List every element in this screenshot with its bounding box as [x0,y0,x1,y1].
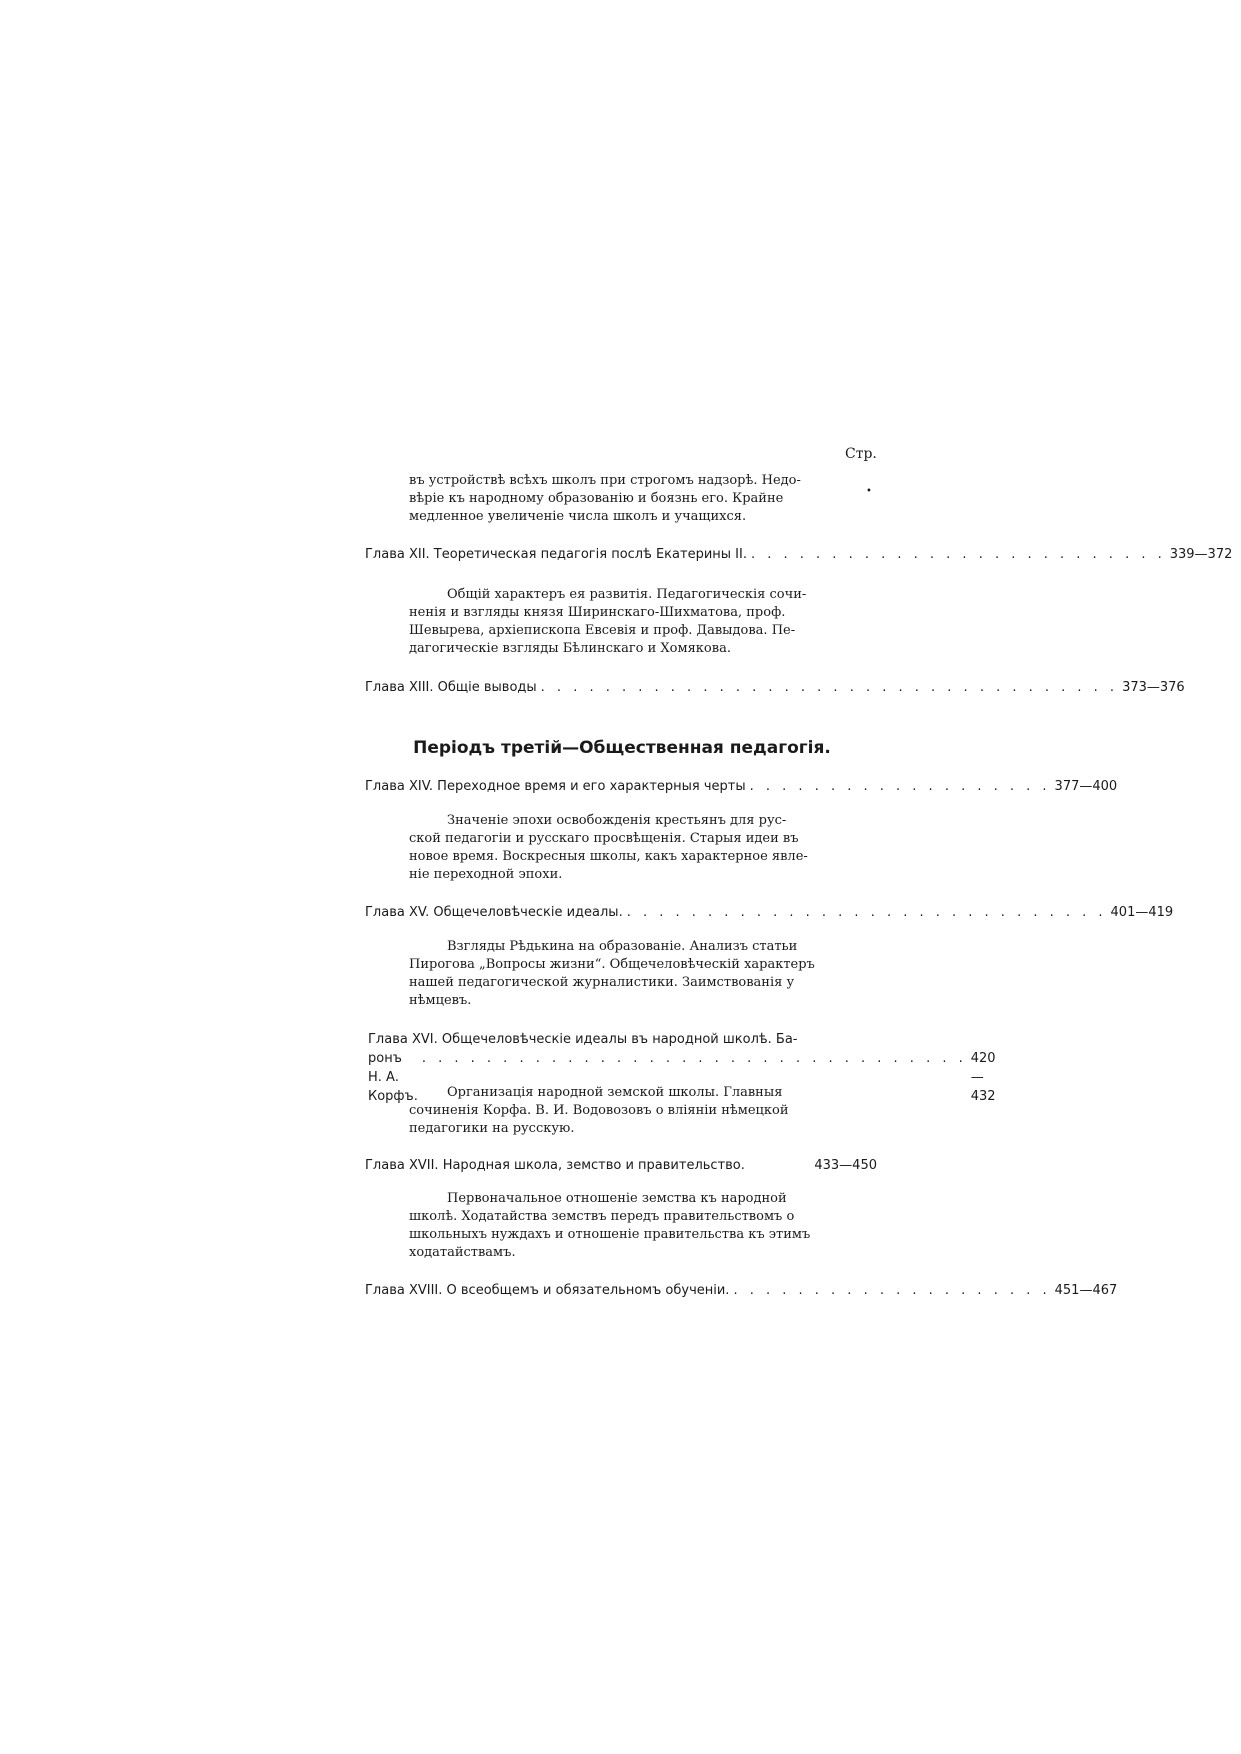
page-range: 433—450 [814,1158,877,1173]
text-line: Пирогова „Вопросы жизни“. Общечеловѣческій характеръ [409,957,815,972]
page-range: 373—376 [1122,680,1185,695]
toc-entry-chapter-17 [365,1157,877,1175]
text-line: педагогики на русскую. [409,1121,575,1136]
text-line: Первоначальное отношеніе земства къ народной [447,1191,787,1206]
text-line: школѣ. Ходатайства земствъ передъ правительствомъ о [409,1209,795,1224]
chapter-title: Глава XVI. Общечеловѣческіе идеалы въ народной школѣ. Ба- [368,1032,798,1047]
text-line: нашей педагогической журналистики. Заимствованія у [409,975,795,990]
leader-dots: . . . . . . . . . . . . . . . . . . . . . . . . . . . . . . [626,905,1107,920]
toc-entry-chapter-14 [365,778,1118,796]
text-line: вѣріе къ народному образованію и боязнь его. Крайне [409,491,784,506]
text-line: медленное увеличеніе числа школъ и учащихся. [409,509,747,524]
leader-dots: . . . . . . . . . . . . . . . . . . . . . . . . . . . . . . . . . . . . [540,680,1119,695]
chapter-title-cont: ронъ Н. А. Корфъ. [368,1051,418,1104]
leader-dots: . . . . . . . . . . . . . . . . . . . . . . . . . . . . . . . . . . [421,1051,967,1066]
toc-entry-chapter-12 [365,546,1233,564]
chapter-title: Глава XVIII. О всеобщемъ и обязательномъ обученіи. [365,1283,730,1298]
intro-paragraph [409,472,817,526]
text-line: Шевырева, архіепископа Евсевія и проф. Давыдова. Пе- [409,623,796,638]
text-line: сочиненія Корфа. В. И. Водовозовъ о вліяніи нѣмецкой [409,1103,789,1118]
text-line: Значеніе эпохи освобожденія крестьянъ для рус- [447,813,787,828]
text-line: Взгляды Рѣдькина на образованіе. Анализъ статьи [447,939,798,954]
chapter-title: Глава XIII. Общіе выводы [365,680,537,695]
text-line: Организація народной земской школы. Главныя [447,1085,783,1100]
text-line: Общій характеръ ея развитія. Педагогическія сочи- [447,587,807,602]
text-line: ненія и взгляды князя Ширинскаго-Шихматова, проф. [409,605,786,620]
page-range: 401—419 [1110,905,1174,920]
leader-dots: . . . . . . . . . . . . . . . . . . . [749,779,1051,794]
leader-dots: . . . . . . . . . . . . . . . . . . . . . . . . . . [750,547,1166,562]
chapter-title: Глава XII. Теоретическая педагогія послѣ Екатерины II. [365,547,747,562]
chapter-title: Глава XV. Общечеловѣческіе идеалы. [365,905,623,920]
chapter-title: Глава XVII. Народная школа, земство и правительство. [365,1158,745,1173]
toc-entry-chapter-18 [365,1282,1118,1300]
page-range: 377—400 [1054,779,1118,794]
leader-dots: . . . . . . . . . . . . . . . . . . . . [733,1283,1051,1298]
page-column-label: Стр. [845,446,877,462]
text-line: ніе переходной эпохи. [409,867,563,882]
text-line: въ устройствѣ всѣхъ школъ при строгомъ надзорѣ. Недо- [409,473,801,488]
page-range: 420—432 [970,1051,996,1104]
period-heading: Періодъ третій—Общественная педагогія. [413,738,831,758]
text-line: новое время. Воскресныя школы, какъ характерное явле- [409,849,808,864]
text-line: школьныхъ нуждахъ и отношеніе правительства къ этимъ [409,1227,811,1242]
chapter-summary [409,1084,817,1138]
toc-entry-chapter-13 [365,679,1185,697]
text-line: ходатайствамъ. [409,1245,516,1260]
chapter-summary [409,1190,817,1262]
text-line: дагогическіе взгляды Бѣлинскаго и Хомякова. [409,641,731,656]
page-range: 451—467 [1054,1283,1118,1298]
chapter-summary [409,586,817,658]
print-mark: • [866,486,872,497]
page-range: 339—372 [1169,547,1233,562]
text-line: ской педагогіи и русскаго просвѣщенія. Старыя идеи въ [409,831,799,846]
toc-entry-chapter-15 [365,904,1174,922]
chapter-summary [409,812,817,884]
chapter-summary [409,938,817,1010]
chapter-title: Глава XIV. Переходное время и его характерныя черты [365,779,746,794]
text-line: нѣмцевъ. [409,993,472,1008]
